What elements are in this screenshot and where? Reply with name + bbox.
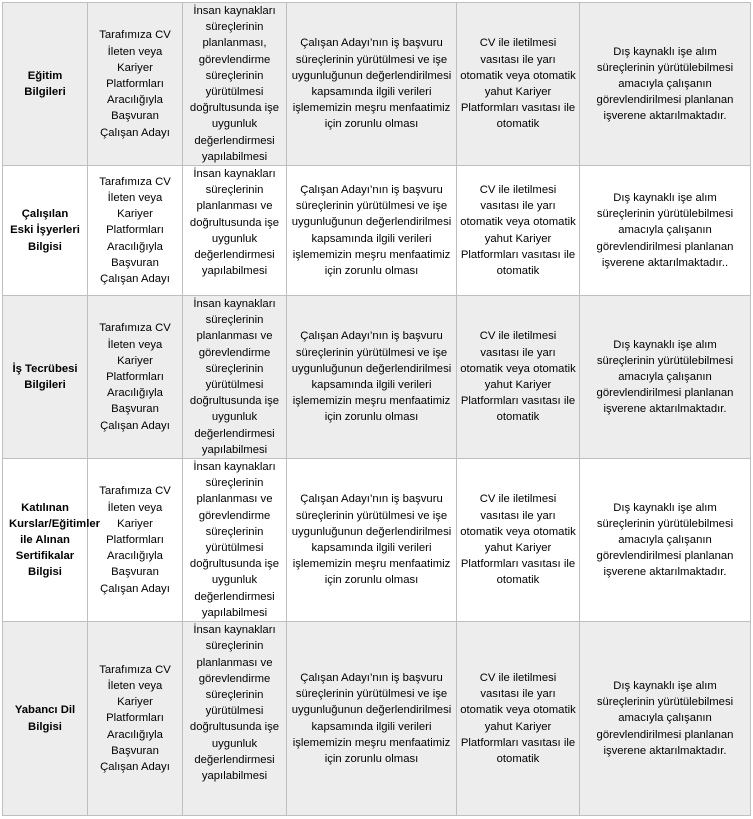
table-row — [3, 296, 751, 459]
table-row — [3, 459, 751, 622]
transfer-cell: Dış kaynaklı işe alım süreçlerinin yürütülebilmesi amacıyla çalışanın görevlendirilmesi planlanan işverene aktarılmaktadır. — [580, 3, 751, 166]
transfer-cell: Dış kaynaklı işe alım süreçlerinin yürütülebilmesi amacıyla çalışanın görevlendirilmesi planlanan işverene aktarılmaktadır. — [580, 459, 751, 622]
transfer-cell: Dış kaynaklı işe alım süreçlerinin yürütülebilmesi amacıyla çalışanın görevlendirilmesi planlanan işverene aktarılmaktadır. — [580, 296, 751, 459]
legal-basis-cell: Çalışan Adayı’nın iş başvuru süreçlerinin yürütülmesi ve işe uygunluğunun değerlendirilmesi kapsamında ilgili verileri işlememizin meşru menfaatimiz için zorunlu olması — [287, 622, 457, 816]
collection-method-cell: CV ile iletilmesi vasıtası ile yarı otomatik veya otomatik yahut Kariyer Platformları vasıtası ile otomatik — [457, 459, 580, 622]
transfer-cell: Dış kaynaklı işe alım süreçlerinin yürütülebilmesi amacıyla çalışanın görevlendirilmesi planlanan işverene aktarılmaktadır.. — [580, 166, 751, 296]
processing-purpose-cell: İnsan kaynakları süreçlerinin planlanması ve görevlendirme süreçlerinin yürütülmesi doğrultusunda işe uygunluk değerlendirmesi yapılabilmesi — [183, 459, 287, 622]
table-row — [3, 166, 751, 296]
table-row — [3, 622, 751, 816]
processing-purpose-cell: İnsan kaynakları süreçlerinin planlanması, görevlendirme süreçlerinin yürütülmesi doğrultusunda işe uygunluk değerlendirmesi yapılabilmesi — [183, 3, 287, 166]
data-category-cell: Çalışılan Eski İşyerleri Bilgisi — [3, 166, 88, 296]
data-source-cell: Tarafımıza CV İleten veya Kariyer Platformları Aracılığıyla Başvuran Çalışan Adayı — [88, 622, 183, 816]
collection-method-cell: CV ile iletilmesi vasıtası ile yarı otomatik veya otomatik yahut Kariyer Platformları vasıtası ile otomatik — [457, 622, 580, 816]
data-category-cell: Yabancı Dil Bilgisi — [3, 622, 88, 816]
legal-basis-cell: Çalışan Adayı’nın iş başvuru süreçlerinin yürütülmesi ve işe uygunluğunun değerlendirilmesi kapsamında ilgili verileri işlememizin meşru menfaatimiz için zorunlu olması — [287, 459, 457, 622]
data-source-cell: Tarafımıza CV İleten veya Kariyer Platformları Aracılığıyla Başvuran Çalışan Adayı — [88, 296, 183, 459]
legal-basis-cell: Çalışan Adayı’nın iş başvuru süreçlerinin yürütülmesi ve işe uygunluğunun değerlendirilmesi kapsamında ilgili verileri işlememizin meşru menfaatimiz için zorunlu olması — [287, 166, 457, 296]
transfer-cell: Dış kaynaklı işe alım süreçlerinin yürütülebilmesi amacıyla çalışanın görevlendirilmesi planlanan işverene aktarılmaktadır. — [580, 622, 751, 816]
table-row — [3, 3, 751, 166]
collection-method-cell: CV ile iletilmesi vasıtası ile yarı otomatik veya otomatik yahut Kariyer Platformları vasıtası ile otomatik — [457, 166, 580, 296]
data-category-cell: İş Tecrübesi Bilgileri — [3, 296, 88, 459]
data-source-cell: Tarafımıza CV İleten veya Kariyer Platformları Aracılığıyla Başvuran Çalışan Adayı — [88, 459, 183, 622]
collection-method-cell: CV ile iletilmesi vasıtası ile yarı otomatik veya otomatik yahut Kariyer Platformları vasıtası ile otomatik — [457, 296, 580, 459]
processing-purpose-cell: İnsan kaynakları süreçlerinin planlanması ve görevlendirme süreçlerinin yürütülmesi doğrultusunda işe uygunluk değerlendirmesi yapılabilmesi — [183, 622, 287, 816]
data-category-cell: Eğitim Bilgileri — [3, 3, 88, 166]
data-processing-table — [2, 2, 751, 816]
data-category-cell: Katılınan Kurslar/Eğitimler ile Alınan Sertifikalar Bilgisi — [3, 459, 88, 622]
data-source-cell: Tarafımıza CV İleten veya Kariyer Platformları Aracılığıyla Başvuran Çalışan Adayı — [88, 3, 183, 166]
data-source-cell: Tarafımıza CV İleten veya Kariyer Platformları Aracılığıyla Başvuran Çalışan Adayı — [88, 166, 183, 296]
processing-purpose-cell: İnsan kaynakları süreçlerinin planlanması ve görevlendirme süreçlerinin yürütülmesi doğrultusunda işe uygunluk değerlendirmesi yapılabilmesi — [183, 296, 287, 459]
legal-basis-cell: Çalışan Adayı’nın iş başvuru süreçlerinin yürütülmesi ve işe uygunluğunun değerlendirilmesi kapsamında ilgili verileri işlememizin meşru menfaatimiz için zorunlu olması — [287, 3, 457, 166]
legal-basis-cell: Çalışan Adayı’nın iş başvuru süreçlerinin yürütülmesi ve işe uygunluğunun değerlendirilmesi kapsamında ilgili verileri işlememizin meşru menfaatimiz için zorunlu olması — [287, 296, 457, 459]
collection-method-cell: CV ile iletilmesi vasıtası ile yarı otomatik veya otomatik yahut Kariyer Platformları vasıtası ile otomatik — [457, 3, 580, 166]
processing-purpose-cell: İnsan kaynakları süreçlerinin planlanması ve doğrultusunda işe uygunluk değerlendirmesi yapılabilmesi — [183, 166, 287, 296]
